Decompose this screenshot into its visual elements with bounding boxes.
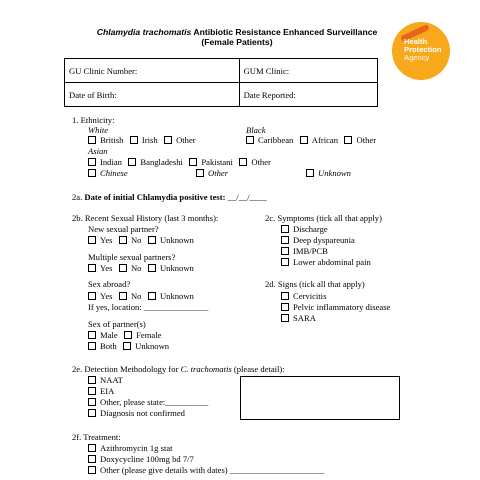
- checkbox[interactable]: [300, 136, 308, 144]
- symptom-imb-pcb: [281, 247, 328, 257]
- checkbox[interactable]: [88, 169, 96, 177]
- date-of-birth-field[interactable]: Date of Birth:: [65, 83, 240, 107]
- checkbox[interactable]: [88, 158, 96, 166]
- checkbox[interactable]: [344, 136, 352, 144]
- treatment-doxycycline: [88, 455, 194, 465]
- symptom-label: Discharge: [293, 224, 328, 234]
- option-unknown: Unknown: [318, 168, 351, 178]
- option-no: No: [130, 263, 142, 273]
- checkbox[interactable]: [88, 331, 96, 339]
- new-partner-options: [88, 236, 194, 246]
- sign-pid: [281, 303, 390, 313]
- detection-label: Diagnosis not confirmed: [100, 408, 185, 418]
- option-unknown: Unknown: [135, 341, 170, 351]
- option-african: African: [311, 135, 339, 145]
- treatment-other: [88, 466, 324, 476]
- partner-sex-row-1: [88, 331, 161, 341]
- sign-cervicitis: [281, 292, 326, 302]
- sex-abroad-options: [88, 292, 194, 302]
- checkbox[interactable]: [164, 136, 172, 144]
- title-main: Antibiotic Resistance Enhanced Surveillance: [191, 27, 378, 37]
- sign-label: Cervicitis: [293, 291, 327, 301]
- checkbox[interactable]: [88, 376, 96, 384]
- checkbox[interactable]: [281, 314, 289, 322]
- gu-clinic-number-field[interactable]: GU Clinic Number:: [65, 59, 240, 83]
- checkbox[interactable]: [88, 292, 96, 300]
- detection-label: EIA: [100, 386, 115, 396]
- detection-organism: C. trachomatis: [180, 364, 232, 374]
- ethnicity-heading: 1. Ethnicity:: [72, 115, 115, 125]
- gum-clinic-field[interactable]: GUM Clinic:: [239, 59, 377, 83]
- sign-label: SARA: [293, 313, 316, 323]
- option-female: Female: [136, 330, 162, 340]
- checkbox[interactable]: [88, 455, 96, 463]
- partner-sex-question: Sex of partner(s): [88, 319, 146, 329]
- multiple-partners-question: Multiple sexual partners?: [88, 252, 176, 262]
- detection-label[interactable]: Other, please state:__________: [100, 397, 209, 407]
- initial-test-date: [72, 193, 267, 203]
- multiple-partners-options: [88, 264, 194, 274]
- option-bangladeshi: Bangladeshi: [140, 157, 183, 167]
- sign-sara: [281, 314, 316, 324]
- option-no: No: [130, 235, 142, 245]
- initial-test-date-label: Date of initial Chlamydia positive test:: [84, 192, 226, 202]
- symptom-label: Lower abdominal pain: [293, 257, 371, 267]
- form-title: [72, 28, 402, 48]
- option-no: No: [130, 291, 142, 301]
- asian-label: Asian: [88, 146, 108, 156]
- checkbox[interactable]: [88, 398, 96, 406]
- checkbox[interactable]: [124, 331, 132, 339]
- sex-abroad-question: Sex abroad?: [88, 279, 131, 289]
- checkbox[interactable]: [88, 409, 96, 417]
- section-number: 2a.: [72, 192, 85, 202]
- checkbox[interactable]: [281, 225, 289, 233]
- option-asian-other: Other: [251, 157, 271, 167]
- checkbox[interactable]: [130, 136, 138, 144]
- option-yes: Yes: [100, 291, 113, 301]
- sexual-history-heading: 2b. Recent Sexual History (last 3 months):: [72, 213, 219, 223]
- checkbox[interactable]: [246, 136, 254, 144]
- title-subtitle: (Female Patients): [201, 36, 273, 47]
- option-pakistani: Pakistani: [201, 157, 233, 167]
- detection-other: [88, 398, 208, 408]
- other-option: [196, 169, 228, 179]
- checkbox[interactable]: [88, 466, 96, 474]
- asian-options: [88, 158, 271, 168]
- detection-label: NAAT: [100, 375, 123, 385]
- symptom-dyspareunia: [281, 236, 355, 246]
- checkbox[interactable]: [196, 169, 204, 177]
- location-field[interactable]: If yes, location: _______________: [88, 302, 209, 312]
- detection-heading-text: 2e. Detection Methodology for: [72, 364, 181, 374]
- black-options: [246, 136, 376, 146]
- checkbox[interactable]: [239, 158, 247, 166]
- white-label: White: [88, 125, 109, 135]
- black-label: Black: [246, 125, 266, 135]
- option-yes: Yes: [100, 263, 113, 273]
- symptom-label: Deep dyspareunia: [293, 235, 355, 245]
- logo-line-3: Agency: [404, 53, 430, 62]
- option-british: British: [100, 135, 124, 145]
- sign-label: Pelvic inflammatory disease: [293, 302, 391, 312]
- treatment-heading: 2f. Treatment:: [72, 432, 121, 442]
- checkbox[interactable]: [119, 292, 127, 300]
- checkbox[interactable]: [119, 264, 127, 272]
- option-unknown: Unknown: [159, 263, 194, 273]
- checkbox[interactable]: [88, 387, 96, 395]
- signs-heading: 2d. Signs (tick all that apply): [265, 279, 365, 289]
- checkbox[interactable]: [88, 342, 96, 350]
- logo-line-2: Protection: [404, 45, 442, 54]
- white-options: [88, 136, 196, 146]
- checkbox[interactable]: [306, 169, 314, 177]
- checkbox[interactable]: [128, 158, 136, 166]
- checkbox[interactable]: [281, 247, 289, 255]
- new-partner-question: New sexual partner?: [88, 224, 159, 234]
- treatment-azithromycin: [88, 444, 173, 454]
- option-yes: Yes: [100, 235, 113, 245]
- checkbox[interactable]: [88, 264, 96, 272]
- checkbox[interactable]: [148, 236, 156, 244]
- checkbox[interactable]: [281, 303, 289, 311]
- treatment-label[interactable]: Other (please give details with dates) ______________________: [100, 465, 325, 475]
- option-black-other: Other: [356, 135, 377, 145]
- checkbox[interactable]: [281, 292, 289, 300]
- option-indian: Indian: [100, 157, 122, 167]
- patient-details-table: [64, 58, 378, 107]
- checkbox[interactable]: [88, 236, 96, 244]
- checkbox[interactable]: [88, 136, 96, 144]
- checkbox[interactable]: [281, 236, 289, 244]
- detection-not-confirmed: [88, 409, 185, 419]
- checkbox[interactable]: [119, 236, 127, 244]
- option-chinese: Chinese: [100, 168, 128, 178]
- symptoms-heading: 2c. Symptoms (tick all that apply): [265, 213, 382, 223]
- detection-naat: [88, 376, 123, 386]
- option-unknown: Unknown: [159, 291, 194, 301]
- checkbox[interactable]: [148, 264, 156, 272]
- symptom-discharge: [281, 225, 328, 235]
- initial-test-date-value[interactable]: __/__/____: [225, 192, 267, 202]
- option-caribbean: Caribbean: [258, 135, 294, 145]
- unknown-option: [306, 169, 351, 179]
- option-both: Both: [100, 341, 117, 351]
- hpa-logo: [392, 22, 452, 80]
- option-unknown: Unknown: [159, 235, 194, 245]
- detection-heading-suffix: (please detail):: [231, 364, 285, 374]
- detection-detail-box[interactable]: [240, 376, 400, 420]
- option-irish: Irish: [141, 135, 158, 145]
- checkbox[interactable]: [123, 342, 131, 350]
- detection-heading: [72, 365, 285, 375]
- title-organism: Chlamydia trachomatis: [96, 27, 192, 37]
- checkbox[interactable]: [148, 292, 156, 300]
- symptom-abdominal-pain: [281, 258, 371, 268]
- chinese-option: [88, 169, 128, 179]
- option-white-other: Other: [176, 135, 196, 145]
- option-male: Male: [100, 330, 118, 340]
- date-reported-field[interactable]: Date Reported:: [239, 83, 377, 107]
- treatment-label: Azithromycin 1g stat: [100, 443, 173, 453]
- logo-line-1: Health: [404, 37, 428, 46]
- symptom-label: IMB/PCB: [293, 246, 328, 256]
- checkbox[interactable]: [88, 444, 96, 452]
- option-other: Other: [208, 168, 229, 178]
- partner-sex-row-2: [88, 342, 169, 352]
- treatment-label: Doxycycline 100mg bd 7/7: [100, 454, 194, 464]
- detection-eia: [88, 387, 114, 397]
- checkbox[interactable]: [281, 258, 289, 266]
- checkbox[interactable]: [189, 158, 197, 166]
